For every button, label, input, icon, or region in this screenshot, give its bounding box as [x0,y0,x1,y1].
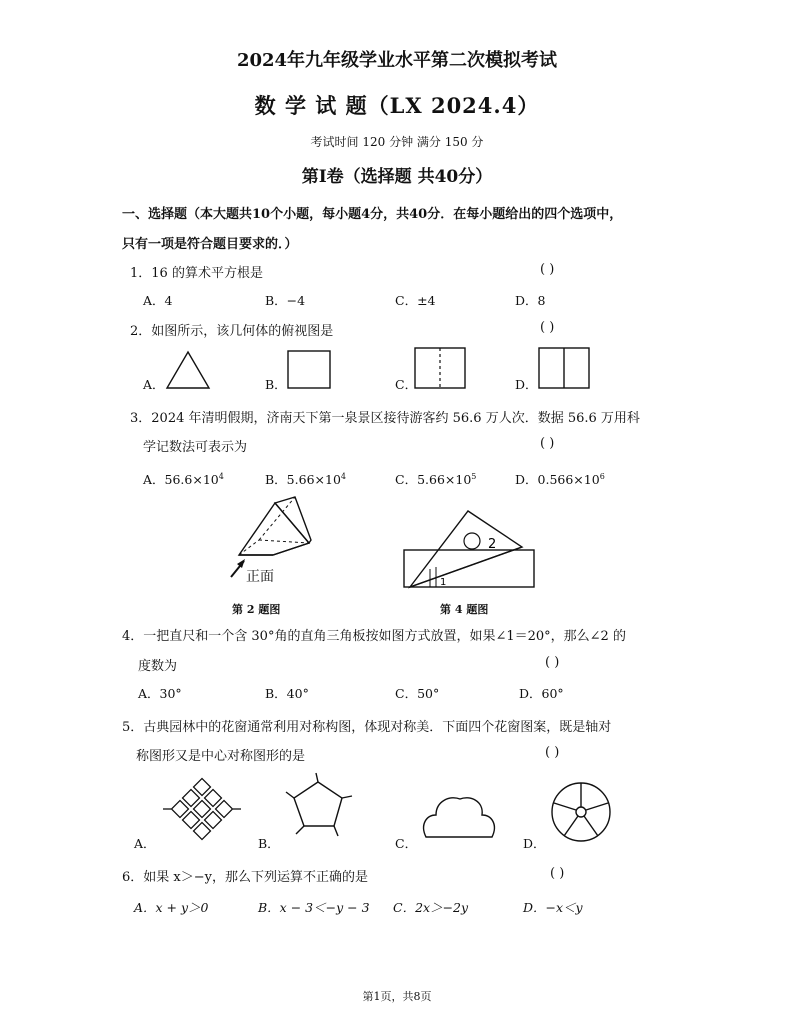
q4-answer-paren: ( ) [545,655,560,670]
fig4-caption: 第 4 题图 [440,603,489,616]
q3-answer-paren: ( ) [540,436,555,451]
q2-square-figure [287,350,331,390]
q3-option-a: A．$56.6\times 10^4$ [143,471,224,487]
q2-prism-figure [225,495,325,590]
q2-option-c: C． [395,377,418,392]
section-heading-line2: 只有一项是符合题目要求的．） [122,237,298,252]
q5-stem-line1: 5．古典园林中的花窗通常利用对称构图，体现对称美．下面四个花窗图案，既是轴对 [122,720,612,735]
q5-lattice-figure [160,778,246,844]
q4-option-a: A．30° [138,686,182,701]
q3-stem-line1: 3．2024 年清明假期，济南天下第一泉景区接待游客约 56.6 万人次．数据 56.6 万用科 [130,411,640,426]
q2-dashed-split-figure [414,347,466,389]
q6-option-c: C．2x＞−2y [393,900,469,915]
q6-answer-paren: ( ) [550,866,565,881]
q5-stem-line2: 称图形又是中心对称图形的是 [136,749,306,764]
part-title: 第Ⅰ卷（选择题 共40分） [301,167,493,187]
q3-stem-line2: 学记数法可表示为 [143,440,248,455]
q4-ruler-triangle-figure [400,507,540,592]
exam-title: 2024年九年级学业水平第二次模拟考试 [236,50,558,71]
q3-option-b: B．$5.66\times 10^4$ [265,471,346,487]
section-heading-line1: 一、选择题（本大题共10个小题，每小题4分，共40分．在每小题给出的四个选项中， [122,207,623,222]
q5-option-a: A． [134,836,156,851]
q1-option-a: A．4 [143,293,173,308]
front-view-label: 正面 [246,569,274,585]
q2-stem: 2．如图所示，该几何体的俯视图是 [130,324,334,339]
q2-triangle-figure [165,350,211,390]
exam-info: 考试时间 120 分钟 满分 150 分 [310,135,484,149]
q2-solid-split-figure [538,347,590,389]
angle-1-label: 1 [440,577,447,588]
q5-pentagon-figure [282,772,354,844]
q5-flower-figure [548,778,614,844]
paper-subtitle: 数 学 试 题（LX 2024.4） [254,93,540,118]
q2-answer-paren: ( ) [540,320,555,335]
q4-option-c: C．50° [395,686,440,701]
q5-cloud-figure [420,795,498,841]
q1-stem: 1．16 的算术平方根是 [130,266,263,281]
q6-option-d: D．−x＜y [523,900,583,915]
fig2-caption: 第 2 题图 [232,603,281,616]
q1-option-c: C．±4 [395,293,436,308]
q3-option-c: C．$5.66\times 10^5$ [395,471,477,487]
q1-answer-paren: ( ) [540,262,555,277]
page-number: 第1页，共8页 [362,990,432,1003]
q5-option-d: D． [523,836,546,851]
q3-option-d: D．$0.566\times 10^6$ [515,471,605,487]
q4-option-b: B．40° [265,686,309,701]
q5-option-b: B． [258,836,280,851]
q4-stem-line1: 4．一把直尺和一个含 30°角的直角三角板按如图方式放置，如果∠1＝20°，那么∠2 的 [122,629,626,644]
q1-option-b: B．−4 [265,293,306,308]
q4-stem-line2: 度数为 [138,659,178,674]
q6-stem: 6．如果 x＞−y，那么下列运算不正确的是 [122,870,368,885]
q4-option-d: D．60° [519,686,564,701]
q2-option-a: A． [143,377,165,392]
q6-option-b: B．x − 3＜−y − 3 [258,900,370,915]
q2-option-d: D． [515,377,538,392]
q2-option-b: B． [265,377,287,392]
q5-option-c: C． [395,836,418,851]
q5-answer-paren: ( ) [545,745,560,760]
q6-option-a: A．x + y＞0 [134,900,209,915]
angle-2-label: 2 [488,537,497,552]
q1-option-d: D．8 [515,293,546,308]
